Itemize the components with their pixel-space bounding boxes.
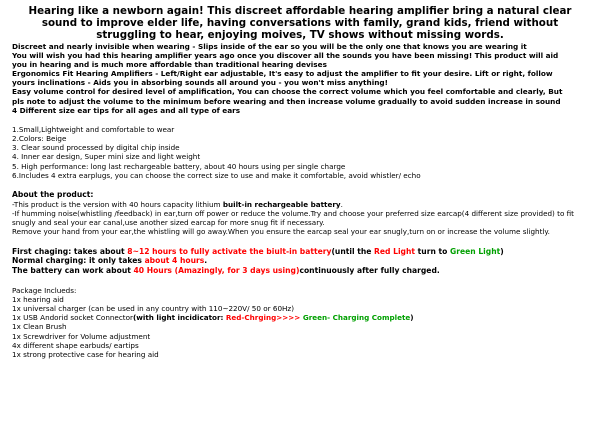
- package-item: 1x universal charger (can be used in any country with 110~220V/ 50 or 60Hz): [12, 303, 295, 313]
- about-paragraph: -If humming noise(whistling /feedback) in ear,turn off power or reduce the volume.Try and choose your preferred size earcap(4 different size provided) to fit snugly and seal your ear canal,use another sized earcap for more snug fit if necessary.: [12, 208, 574, 228]
- package-title: Package Inclueds:: [12, 285, 77, 295]
- battery-life-line: [12, 266, 588, 276]
- about-title: About the product:: [12, 189, 94, 199]
- indicator-label: (with light incidicator:: [132, 313, 226, 323]
- package-list: [12, 286, 588, 360]
- charging-text: (until the: [331, 246, 375, 256]
- package-item: 4x different shape earbuds/ eartips: [12, 340, 139, 350]
- intro-line: 4 Different size ear tips for all ages and all type of ears: [12, 105, 241, 115]
- intro-line: pls note to adjust the volume to the minimum before wearing and then increase volume gradually to avoid sudden increase in sound: [12, 96, 561, 106]
- charging-text: continuously after fully charged.: [299, 265, 440, 275]
- about-text: .: [340, 199, 343, 209]
- feature-list: [12, 125, 588, 180]
- charging-text: .: [204, 256, 208, 266]
- package-item: 1x hearing aid: [12, 294, 64, 304]
- charging-text: The battery can work about: [12, 265, 134, 275]
- feature-item: 6.Includes 4 extra earplugs, you can choose the correct size to use and make it comfortable, avoid whistler/ echo: [12, 170, 421, 180]
- intro-line: Discreet and nearly invisible when wearing - Slips inside of the ear so you will be the only one that knows you are wearing it: [12, 42, 527, 51]
- feature-item: 4. Inner ear design, Super mini size and light weight: [12, 152, 201, 162]
- intro-paragraph: [12, 42, 588, 115]
- charging-highlight: 8~12 hours to fully activate the biult-in battery: [127, 246, 332, 256]
- red-light-label: Red Light: [374, 246, 416, 256]
- green-light-label: Green Light: [450, 246, 501, 256]
- intro-line: yours inclinations - Aids you in absorbing sounds all around you - you won't miss anything!: [12, 78, 388, 88]
- intro-line: Easy volume control for desired level of amplification, You can choose the correct volume which you feel comfortable and clearly, But: [12, 87, 563, 97]
- intro-line: you in hearing and is much more affordable than traditional hearing devises: [12, 60, 327, 70]
- feature-item: 3. Clear sound processed by digital chip inside: [12, 143, 180, 153]
- charging-text: ): [500, 246, 504, 256]
- charging-text: Normal charging: it only takes: [12, 256, 145, 266]
- feature-item: 1.Small,Lightweight and comfortable to wear: [12, 124, 175, 134]
- red-charging-label: Red-Chrging>>>>: [225, 313, 301, 323]
- about-section: [12, 200, 588, 237]
- feature-item: 5. High performance: long last rechargeable battery, about 40 hours using per single charge: [12, 161, 346, 171]
- headline: Hearing like a newborn again! This discreet affordable hearing amplifier bring a natural clear sound to improve elder life, having conversations with family, grand kids, friend without struggling to hear, enjoying moives, TV shows without missing words.: [28, 5, 572, 41]
- battery-highlight: 40 Hours (Amazingly, for 3 days using): [133, 265, 300, 275]
- green-complete-label: Green- Charging Complete: [300, 313, 411, 323]
- intro-line: Ergonomics Fit Hearing Amplifiers - Left/Right ear adjustable, It's easy to adjust the amplifier to fit your desire. Lift or right, follow: [12, 69, 553, 79]
- normal-charging-line: [12, 256, 588, 266]
- charging-text: turn to: [415, 246, 450, 256]
- about-text: -This product is the version with 40 hours capacity lithium: [12, 199, 223, 209]
- product-description: [0, 5, 600, 426]
- package-item: 1x strong protective case for hearing aid: [12, 349, 159, 359]
- package-item: 1x Screwdriver for Volume adjustment: [12, 331, 151, 341]
- feature-item: 2.Colors: Beige: [12, 133, 67, 143]
- package-item: [12, 313, 588, 322]
- about-paragraph: [12, 200, 588, 209]
- charging-text: First chaging: takes about: [12, 246, 128, 256]
- indicator-label-end: ): [410, 313, 414, 323]
- charging-section: [12, 247, 588, 276]
- intro-line: You will wish you had this hearing amplifier years ago once you discover all the sounds you have been missing! This product will aid: [12, 51, 559, 61]
- about-paragraph: Remove your hand from your ear,the whistling will go away.When you ensure the earcap seal your ear snugly,turn on or increase the volume slightly.: [12, 227, 550, 237]
- package-item-text: 1x USB Andorid socket Connector: [12, 313, 133, 323]
- about-battery-highlight: built-in rechargeable battery: [222, 199, 341, 209]
- charging-highlight: about 4 hours: [144, 256, 205, 266]
- package-item: 1x Clean Brush: [12, 322, 67, 332]
- first-charging-line: [12, 247, 588, 257]
